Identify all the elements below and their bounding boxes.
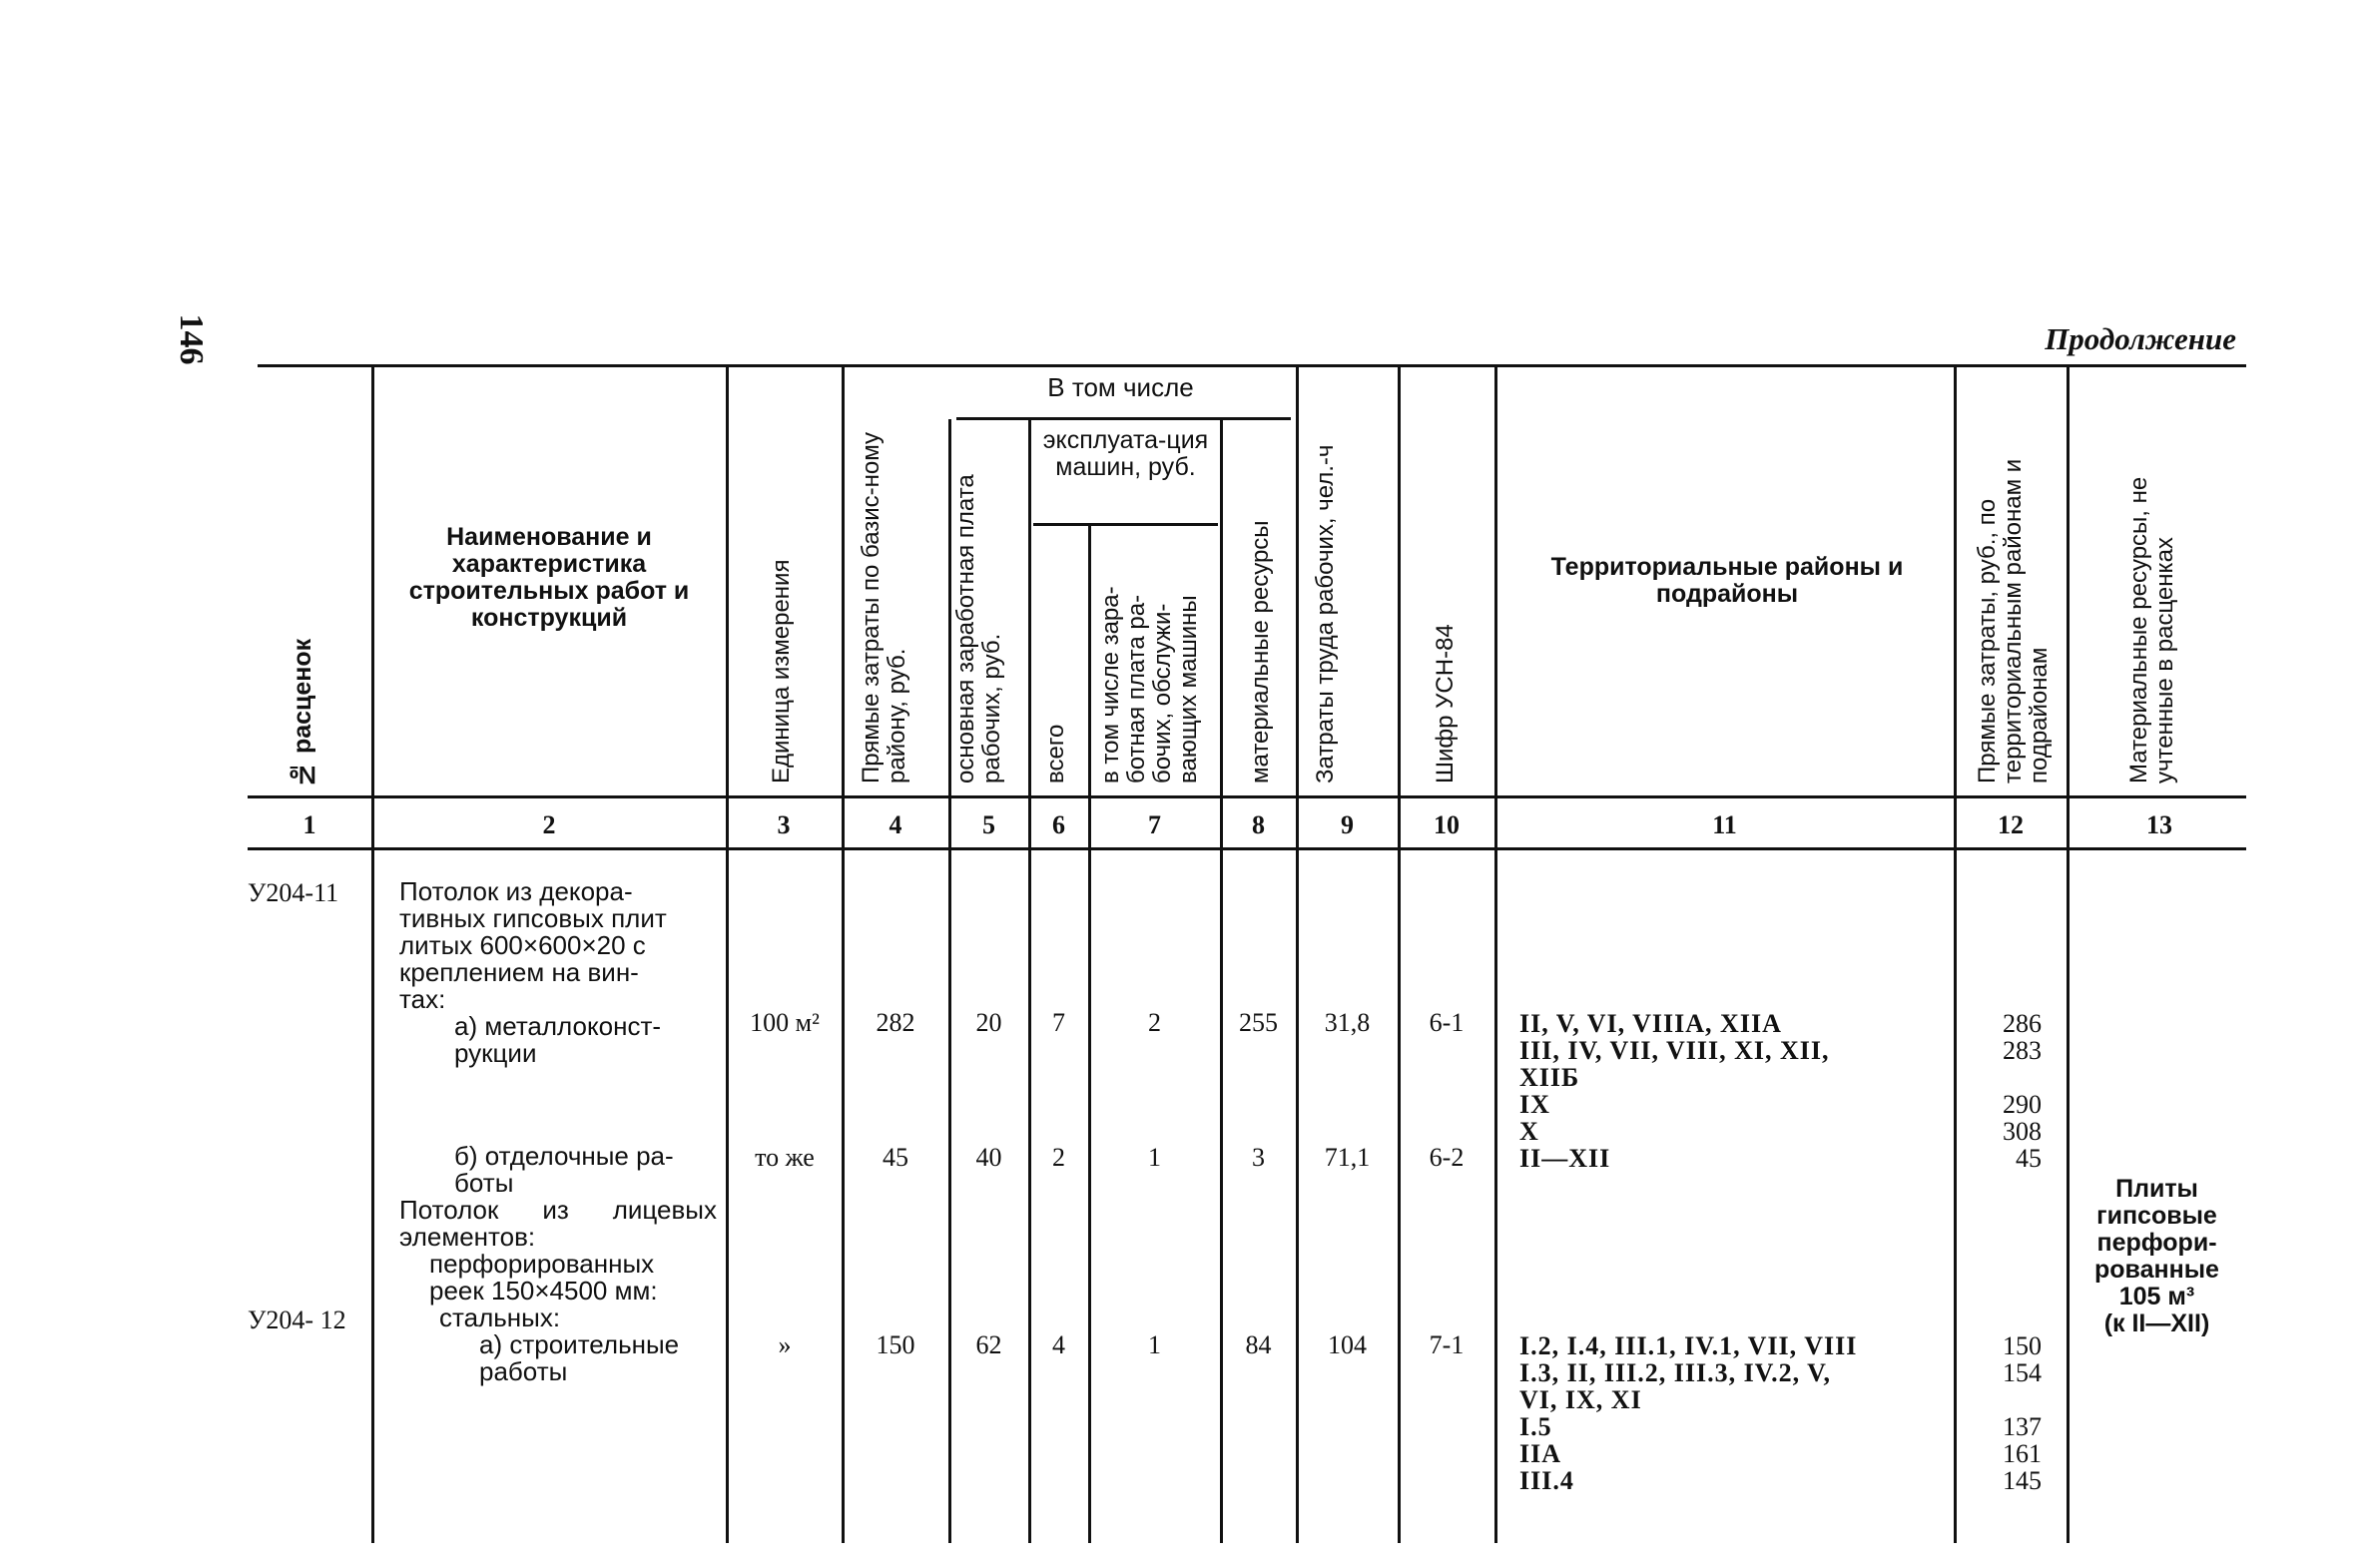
header-machine-operation: эксплуата-ция машин, руб.: [1042, 426, 1209, 481]
column-number: 4: [889, 810, 902, 839]
column-number: 6: [1052, 810, 1065, 839]
header-unit: Единица измерения: [768, 559, 795, 784]
description-line: Потолок из декора-: [399, 876, 633, 906]
note-line: Плиты: [2115, 1175, 2198, 1203]
machine-total-value: 4: [1052, 1330, 1065, 1359]
region-cost: 161: [2003, 1439, 2042, 1468]
header-rate-number: № расценок: [289, 638, 316, 788]
region-line: I.3, II, III.2, III.3, IV.2, V,: [1519, 1358, 1832, 1387]
col-divider: [1296, 367, 1299, 1543]
rate-code: У204- 12: [248, 1306, 346, 1334]
work-description: [399, 1197, 717, 1385]
materials-value: 3: [1252, 1143, 1265, 1172]
description-line: креплением на вин-: [399, 957, 639, 987]
region-line: II, V, VI, VIIIA, XIIA: [1519, 1009, 1782, 1038]
note-line: 105 м³: [2118, 1283, 2195, 1310]
header-unaccounted-materials: Материальные ресурсы, не учтенные в расценках: [2125, 476, 2178, 784]
continuation-label: Продолжение: [2045, 321, 2236, 356]
region-costs: [1957, 1332, 2042, 1494]
description-line: боты: [454, 1168, 514, 1198]
labor-value: 104: [1328, 1330, 1367, 1359]
header-including: В том числе: [1047, 372, 1194, 402]
column-number: 7: [1148, 810, 1161, 839]
description-line: перфорированных: [429, 1249, 655, 1279]
direct-cost-value: 45: [883, 1143, 908, 1172]
machine-wages-value: 1: [1148, 1330, 1161, 1359]
column-number: 1: [302, 810, 316, 839]
labor-value: 31,8: [1324, 1008, 1371, 1037]
materials-value: 255: [1239, 1008, 1278, 1037]
region-cost: 150: [2003, 1331, 2042, 1360]
unaccounted-materials-note: [2070, 1176, 2244, 1337]
unit-value: 100 м²: [750, 1008, 820, 1037]
region-line: X: [1519, 1117, 1539, 1146]
column-number: 5: [982, 810, 995, 839]
header-materials: материальные ресурсы: [1247, 520, 1274, 784]
header-usn-cipher: Шифр УСН-84: [1432, 624, 1459, 784]
labor-value: 71,1: [1324, 1143, 1371, 1172]
cipher-value: 6-1: [1429, 1008, 1465, 1037]
description-line: Потолок из лицевых: [399, 1195, 717, 1225]
description-line: рукции: [454, 1038, 537, 1068]
region-line: IX: [1519, 1090, 1550, 1119]
column-number: 9: [1341, 810, 1354, 839]
description-line: работы: [479, 1356, 568, 1386]
note-line: (к II—XII): [2103, 1309, 2210, 1337]
col-divider: [948, 419, 951, 1543]
region-line: XIIБ: [1519, 1063, 1580, 1092]
wages-value: 20: [975, 1008, 1002, 1037]
machine-wages-value: 2: [1148, 1008, 1161, 1037]
cipher-value: 6-2: [1429, 1143, 1465, 1172]
note-line: перфори-: [2096, 1229, 2217, 1257]
region-cost: 286: [2003, 1009, 2042, 1038]
machine-wages-value: 1: [1148, 1143, 1161, 1172]
col-divider: [842, 367, 845, 1543]
col-divider: [371, 367, 374, 1543]
region-line: II—XII: [1519, 1144, 1611, 1173]
description-line: элементов:: [399, 1222, 536, 1252]
group-rule-including: [956, 417, 1291, 420]
description-line: стальных:: [439, 1303, 561, 1332]
region-line: I.5: [1519, 1412, 1552, 1441]
machine-total-value: 7: [1052, 1008, 1065, 1037]
col-divider: [2067, 367, 2070, 1543]
column-number: 12: [1998, 810, 2024, 839]
description-line: а) металлоконст-: [454, 1011, 662, 1041]
description-line: реек 150×4500 мм:: [429, 1276, 658, 1306]
description-line: б) отделочные ра-: [454, 1141, 674, 1171]
region-line: VI, IX, XI: [1519, 1385, 1642, 1414]
region-cost: 308: [2003, 1117, 2042, 1146]
note-line: рованные: [2094, 1256, 2219, 1284]
direct-cost-value: 282: [876, 1008, 915, 1037]
region-cost: 283: [2003, 1036, 2042, 1065]
column-number: 11: [1712, 810, 1737, 839]
col-divider: [1494, 367, 1497, 1543]
column-number: 2: [542, 810, 556, 839]
header-machine-wages: в том числе зара-ботная плата ра-бочих, обслужи-вающих машины: [1097, 586, 1202, 784]
work-description-b: [454, 1143, 717, 1197]
machine-total-value: 2: [1052, 1143, 1065, 1172]
work-description: [399, 878, 717, 1067]
unit-value: то же: [755, 1143, 815, 1172]
column-number: 10: [1434, 810, 1460, 839]
table-top-rule: [258, 364, 2246, 367]
description-line: тах:: [399, 984, 446, 1014]
rate-code: У204-11: [248, 878, 339, 907]
header-bottom-rule: [248, 795, 2246, 798]
regions-list: [1519, 1010, 1949, 1145]
column-number: 3: [777, 810, 791, 839]
materials-value: 84: [1245, 1330, 1272, 1359]
description-line: а) строительные: [479, 1329, 680, 1359]
wages-value: 40: [975, 1143, 1002, 1172]
page-number: 146: [173, 313, 210, 365]
col-divider: [1398, 367, 1401, 1543]
header-territorial-regions: Территориальные районы и подрайоны: [1550, 553, 1904, 608]
region-line: III.4: [1519, 1466, 1574, 1495]
region-cost: 154: [2003, 1358, 2042, 1387]
unit-value: »: [778, 1330, 792, 1359]
cipher-value: 7-1: [1429, 1330, 1465, 1359]
col-divider: [1028, 419, 1031, 1543]
column-number: 13: [2146, 810, 2172, 839]
region-cost: 137: [2003, 1412, 2042, 1441]
header-machine-total: всего: [1042, 724, 1069, 784]
header-direct-costs: Прямые затраты по базис-ному району, руб.: [858, 431, 910, 784]
header-base-wages: основная заработная плата рабочих, руб.: [952, 474, 1005, 784]
description-line: тивных гипсовых плит: [399, 903, 667, 933]
column-number: 8: [1252, 810, 1265, 839]
region-cost: 290: [2003, 1090, 2042, 1119]
header-labor-costs: Затраты труда рабочих, чел.-ч: [1312, 444, 1339, 784]
region-costs: [1957, 1010, 2042, 1145]
region-line: IIA: [1519, 1439, 1562, 1468]
region-line: III, IV, VII, VIII, XI, XII,: [1519, 1036, 1830, 1065]
region-cost: 45: [2016, 1144, 2042, 1173]
header-regional-direct-costs: Прямые затраты, руб., по территориальным районам и подрайонам: [1974, 458, 2053, 784]
note-line: гипсовые: [2096, 1202, 2217, 1230]
header-work-name: Наименование и характеристика строительных работ и конструкций: [408, 523, 690, 632]
col-divider: [1220, 419, 1223, 1543]
group-rule-machines: [1033, 523, 1218, 526]
regions-list: [1519, 1332, 1949, 1494]
wages-value: 62: [975, 1330, 1002, 1359]
col-divider: [726, 367, 729, 1543]
numbers-bottom-rule: [248, 847, 2246, 850]
region-line: I.2, I.4, III.1, IV.1, VII, VIII: [1519, 1331, 1858, 1360]
description-line: литых 600×600×20 с: [399, 930, 646, 960]
region-cost: 145: [2003, 1466, 2042, 1495]
direct-cost-value: 150: [876, 1330, 915, 1359]
